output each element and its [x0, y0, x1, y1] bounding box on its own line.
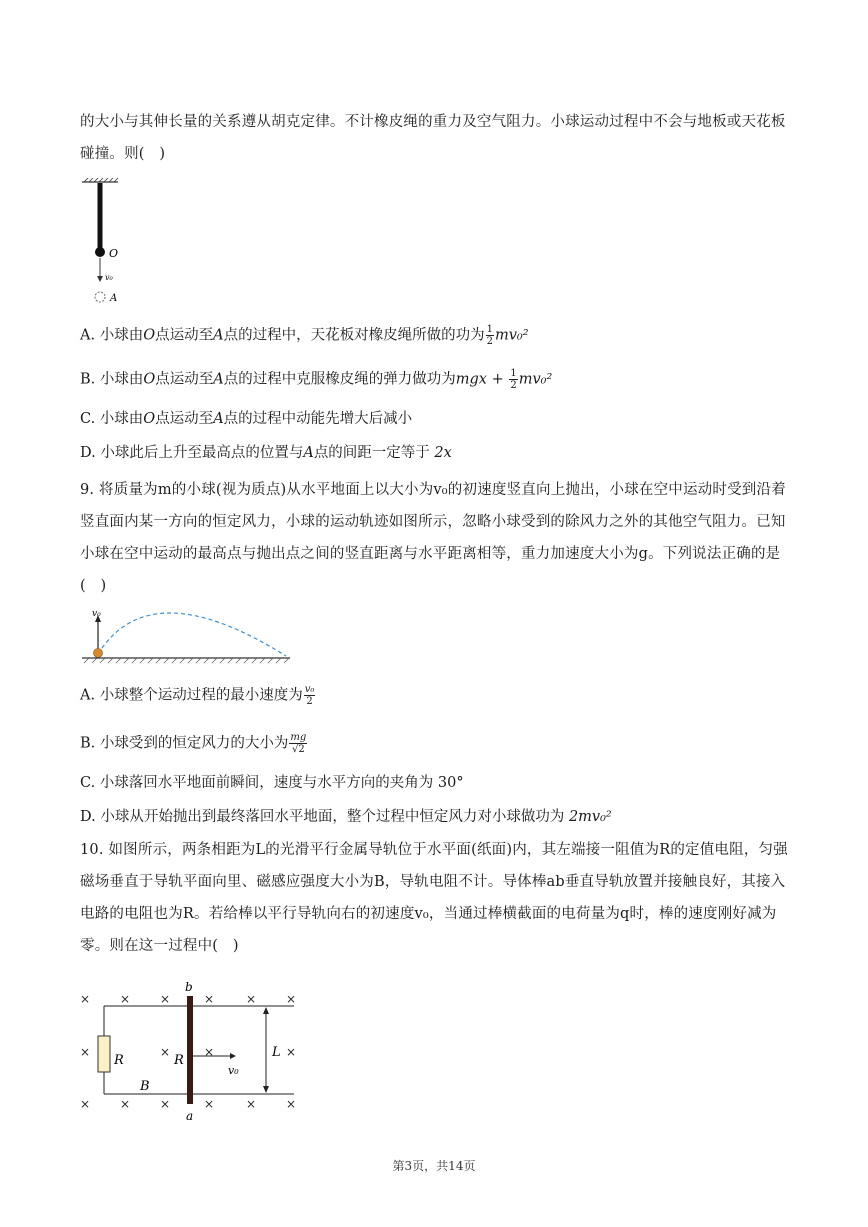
q8-option-b: B. 小球由O点运动至A点的过程中克服橡皮绳的弹力做功为mgx + $\frac{1}{2}$ mv₀²: [80, 368, 553, 391]
q9-label-v0: v₀: [92, 609, 101, 619]
svg-text:×: ×: [160, 1045, 171, 1059]
svg-text:×: ×: [120, 1097, 131, 1111]
q9-figure: [80, 606, 294, 664]
svg-text:×: ×: [204, 992, 215, 1006]
q10-figure: [76, 976, 306, 1126]
q9-option-a: A. 小球整个运动过程的最小速度为 $\frac{\text{v₀}}{2}$: [80, 684, 315, 707]
svg-text:×: ×: [286, 1045, 297, 1059]
svg-text:×: ×: [204, 1045, 215, 1059]
svg-text:×: ×: [246, 992, 257, 1006]
svg-text:×: ×: [80, 992, 91, 1006]
label-o: O: [109, 247, 119, 260]
label-v0-rod: v₀: [228, 1064, 239, 1077]
q9-option-b: B. 小球受到的恒定风力的大小为 $\frac{mg}{√2}$: [80, 732, 307, 755]
conductor-rod: [187, 996, 193, 1104]
svg-text:×: ×: [160, 1097, 171, 1111]
q9-option-c: C. 小球落回水平地面前瞬间，速度与水平方向的夹角为 30°: [80, 775, 464, 791]
svg-text:×: ×: [286, 1097, 297, 1111]
q8-option-c: C. 小球由O点运动至A点的过程中动能先增大后减小: [80, 411, 413, 427]
resistor: [98, 1036, 110, 1072]
svg-text:×: ×: [204, 1097, 215, 1111]
svg-text:×: ×: [286, 992, 297, 1006]
label-v0: v₀: [105, 273, 113, 282]
svg-text:×: ×: [160, 992, 171, 1006]
label-r-rod: R: [174, 1053, 184, 1068]
svg-text:×: ×: [80, 1045, 91, 1059]
label-a: A: [110, 293, 118, 304]
q8-option-d: D. 小球此后上升至最高点的位置与A点的间距一定等于 2x: [80, 445, 452, 461]
label-l: L: [272, 1045, 281, 1060]
label-a-end: a: [186, 1109, 194, 1123]
svg-text:×: ×: [80, 1097, 91, 1111]
svg-text:×: ×: [120, 992, 131, 1006]
q8-figure: [80, 178, 140, 306]
q10-stem: 10. 如图所示，两条相距为L的光滑平行金属导轨位于水平面(纸面)内，其左端接一阻值为R的定值电阻，匀强磁场垂直于导轨平面向里、磁感应强度大小为B，导轨电阻不计。导体棒ab垂直导轨放置并接触良好，其接入电路的电阻也为R。若给棒以平行导轨向右的初速度v₀，当通过棒横截面的电荷量为q时，棒的速度刚好减为零。则在这一过程中( ): [80, 842, 788, 954]
q9-option-d: D. 小球从开始抛出到最终落回水平地面，整个过程中恒定风力对小球做功为 2mv₀²: [80, 809, 612, 825]
label-b-field: B: [140, 1079, 150, 1094]
svg-text:×: ×: [246, 1097, 257, 1111]
label-r-left: R: [114, 1053, 124, 1068]
q9-stem: 9. 将质量为m的小球(视为质点)从水平地面上以大小为v₀的初速度竖直向上抛出，小球在空中运动时受到沿着竖直面内某一方向的恒定风力，小球的运动轨迹如图所示，忽略小球受到的除风力之外的其他空气阻力。已知小球在空中运动的最高点与抛出点之间的竖直距离与水平距离相等，重力加速度大小为g。下列说法正确的是( ): [80, 482, 786, 594]
q8-option-a: A. 小球由O点运动至A点的过程中，天花板对橡皮绳所做的功为 $\frac{1}{2}$ mv₀²: [80, 324, 529, 347]
intro-paragraph: 的大小与其伸长量的关系遵从胡克定律。不计橡皮绳的重力及空气阻力。小球运动过程中不会与地板或天花板碰撞。则( ): [80, 114, 786, 162]
page-footer: 第3页，共14页: [392, 1159, 476, 1173]
label-b-end: b: [185, 980, 193, 994]
